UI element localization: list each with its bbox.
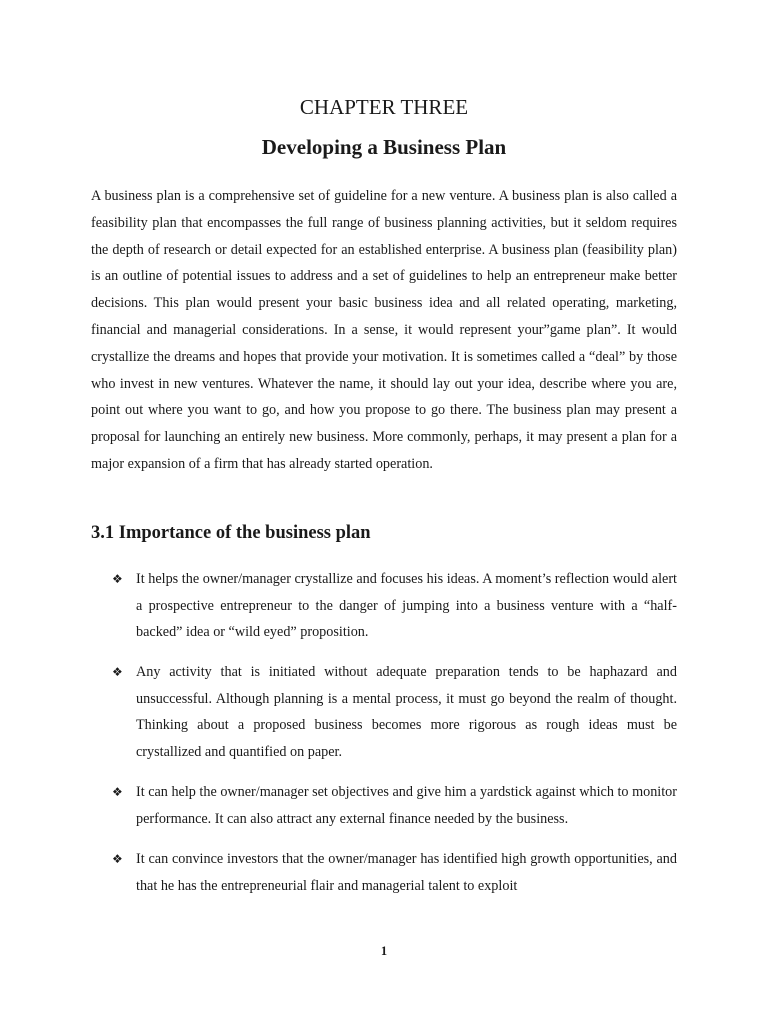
bullet-item	[112, 779, 677, 832]
bullet-item	[112, 846, 677, 899]
diamond-bullet-icon: ❖	[112, 572, 123, 586]
page-number: 1	[380, 944, 388, 958]
bullet-text: It helps the owner/manager crystallize and focuses his ideas. A moment’s reflection would alert a prospective entrepreneur to the danger of jumping into a business venture with a “half- backed” idea or “wild eyed” proposition.	[136, 571, 677, 640]
section-heading: 3.1 Importance of the business plan	[91, 523, 371, 543]
intro-paragraph: A business plan is a comprehensive set of guideline for a new venture. A business plan is also called a feasibility plan that encompasses the full range of business planning activities, but it seldom requires the depth of research or detail expected for an established enterprise. A business plan (feasibility plan) is an outline of potential issues to address and a set of guidelines to help an entrepreneur make better decisions. This plan would present your basic business idea and all related operating, marketing, financial and managerial considerations. In a sense, it would represent your”game plan”. It would crystallize the dreams and hopes that provide your motivation. It is sometimes called a “deal” by those who invest in new ventures. Whatever the name, it should lay out your idea, describe where you are, point out where you want to go, and how you propose to go there. The business plan may present a proposal for launching an entirely new business. More commonly, perhaps, it may present a plan for a major expansion of a firm that has already started operation.	[91, 188, 677, 472]
chapter-label: CHAPTER THREE	[299, 95, 469, 119]
bullet-item	[112, 659, 677, 765]
bullet-text: Any activity that is initiated without adequate preparation tends to be haphazard and unsuccessful. Although planning is a mental process, it must go beyond the realm of thought. Thinking about a proposed business becomes more rigorous as rough ideas must be crystallized and quantified on paper.	[136, 664, 677, 760]
bullet-text: It can help the owner/manager set objectives and give him a yardstick against which to monitor performance. It can also attract any external finance needed by the business.	[136, 784, 677, 827]
bullet-item	[112, 566, 677, 646]
diamond-bullet-icon: ❖	[112, 852, 123, 866]
diamond-bullet-icon: ❖	[112, 665, 123, 679]
diamond-bullet-icon: ❖	[112, 785, 123, 799]
page-title: Developing a Business Plan	[261, 135, 507, 159]
bullet-text: It can convince investors that the owner/manager has identified high growth opportunities, and that he has the entrepreneurial flair and managerial talent to exploit	[136, 851, 677, 894]
